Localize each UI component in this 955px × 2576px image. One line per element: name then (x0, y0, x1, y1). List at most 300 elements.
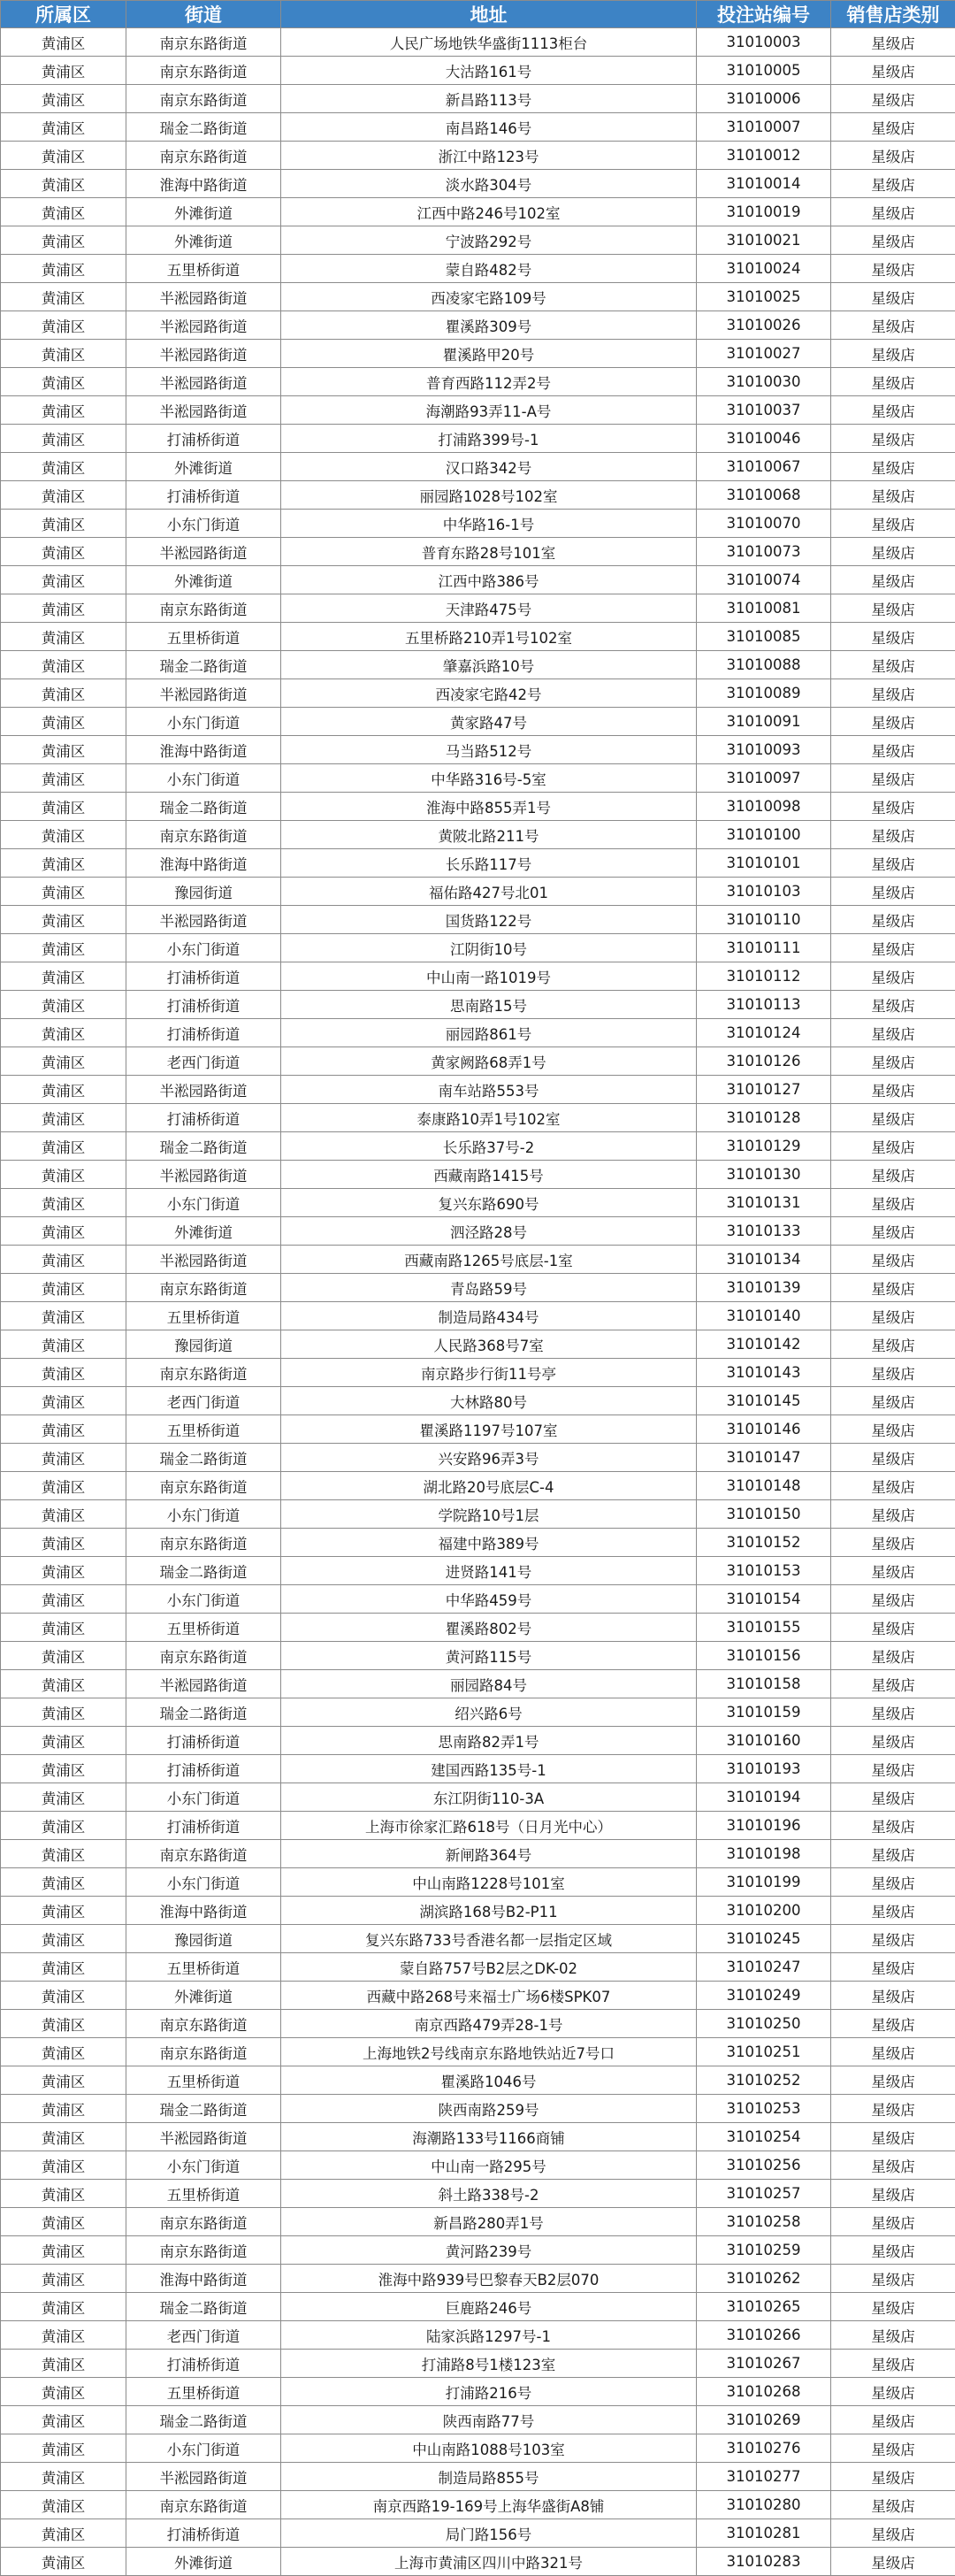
cell-store-type: 星级店 (831, 651, 955, 679)
cell-address: 湖北路20号底层C-4 (281, 1472, 697, 1500)
cell-district: 黄浦区 (1, 1444, 126, 1472)
cell-district: 黄浦区 (1, 1897, 126, 1925)
cell-station-id: 31010124 (697, 1019, 831, 1047)
cell-street: 老西门街道 (126, 1387, 281, 1415)
cell-address: 泰康路10弄1号102室 (281, 1104, 697, 1132)
cell-station-id: 31010074 (697, 566, 831, 594)
cell-address: 巨鹿路246号 (281, 2293, 697, 2321)
table-row (1, 2236, 955, 2265)
table-row (1, 2406, 955, 2434)
cell-address: 黄河路239号 (281, 2236, 697, 2265)
cell-station-id: 31010258 (697, 2208, 831, 2236)
cell-station-id: 31010148 (697, 1472, 831, 1500)
cell-street: 外滩街道 (126, 453, 281, 481)
cell-address: 淡水路304号 (281, 170, 697, 198)
cell-address: 打浦路8号1楼123室 (281, 2350, 697, 2378)
cell-station-id: 31010081 (697, 594, 831, 623)
cell-station-id: 31010146 (697, 1415, 831, 1444)
cell-address: 瞿溪路309号 (281, 311, 697, 340)
cell-district: 黄浦区 (1, 1698, 126, 1727)
cell-station-id: 31010088 (697, 651, 831, 679)
cell-street: 老西门街道 (126, 1047, 281, 1076)
cell-station-id: 31010143 (697, 1359, 831, 1387)
cell-store-type: 星级店 (831, 1557, 955, 1585)
cell-street: 外滩街道 (126, 226, 281, 255)
cell-district: 黄浦区 (1, 878, 126, 906)
table-row (1, 1217, 955, 1246)
cell-street: 老西门街道 (126, 2321, 281, 2350)
cell-district: 黄浦区 (1, 2463, 126, 2491)
cell-street: 五里桥街道 (126, 2378, 281, 2406)
cell-street: 半淞园路街道 (126, 1670, 281, 1698)
cell-district: 黄浦区 (1, 2491, 126, 2519)
cell-street: 淮海中路街道 (126, 736, 281, 764)
cell-station-id: 31010037 (697, 396, 831, 425)
cell-station-id: 31010126 (697, 1047, 831, 1076)
cell-district: 黄浦区 (1, 340, 126, 368)
table-row (1, 1868, 955, 1897)
cell-district: 黄浦区 (1, 2066, 126, 2095)
cell-street: 南京东路街道 (126, 57, 281, 85)
cell-street: 南京东路街道 (126, 2208, 281, 2236)
cell-address: 大林路80号 (281, 1387, 697, 1415)
table-row (1, 1953, 955, 1982)
cell-district: 黄浦区 (1, 57, 126, 85)
cell-district: 黄浦区 (1, 1161, 126, 1189)
cell-address: 淮海中路855弄1号 (281, 793, 697, 821)
cell-address: 学院路10号1层 (281, 1500, 697, 1529)
table-row (1, 1783, 955, 1812)
cell-address: 新闸路364号 (281, 1840, 697, 1868)
cell-station-id: 31010283 (697, 2548, 831, 2576)
cell-district: 黄浦区 (1, 1812, 126, 1840)
cell-street: 南京东路街道 (126, 28, 281, 57)
cell-store-type: 星级店 (831, 1019, 955, 1047)
cell-district: 黄浦区 (1, 906, 126, 934)
cell-street: 瑞金二路街道 (126, 2406, 281, 2434)
cell-district: 黄浦区 (1, 2038, 126, 2066)
cell-address: 黄家阙路68弄1号 (281, 1047, 697, 1076)
cell-district: 黄浦区 (1, 113, 126, 142)
table-row (1, 1840, 955, 1868)
table-row (1, 2066, 955, 2095)
cell-address: 中华路459号 (281, 1585, 697, 1614)
cell-district: 黄浦区 (1, 651, 126, 679)
table-row (1, 481, 955, 510)
cell-address: 陕西南路77号 (281, 2406, 697, 2434)
cell-street: 南京东路街道 (126, 1359, 281, 1387)
table-row (1, 170, 955, 198)
table-row (1, 2151, 955, 2180)
cell-address: 蒙自路757号B2层之DK-02 (281, 1953, 697, 1982)
table-row (1, 1642, 955, 1670)
cell-store-type: 星级店 (831, 1076, 955, 1104)
cell-street: 淮海中路街道 (126, 2265, 281, 2293)
cell-district: 黄浦区 (1, 1387, 126, 1415)
cell-station-id: 31010268 (697, 2378, 831, 2406)
cell-district: 黄浦区 (1, 793, 126, 821)
cell-store-type: 星级店 (831, 283, 955, 311)
cell-district: 黄浦区 (1, 1415, 126, 1444)
cell-street: 打浦桥街道 (126, 1019, 281, 1047)
cell-street: 淮海中路街道 (126, 849, 281, 878)
cell-street: 南京东路街道 (126, 1274, 281, 1302)
cell-store-type: 星级店 (831, 2265, 955, 2293)
cell-street: 半淞园路街道 (126, 2463, 281, 2491)
cell-station-id: 31010145 (697, 1387, 831, 1415)
table-row (1, 1925, 955, 1953)
cell-address: 陕西南路259号 (281, 2095, 697, 2123)
table-row (1, 1076, 955, 1104)
cell-station-id: 31010005 (697, 57, 831, 85)
cell-address: 丽园路861号 (281, 1019, 697, 1047)
cell-store-type: 星级店 (831, 2406, 955, 2434)
table-row (1, 1982, 955, 2010)
cell-district: 黄浦区 (1, 283, 126, 311)
cell-district: 黄浦区 (1, 1925, 126, 1953)
cell-street: 南京东路街道 (126, 2236, 281, 2265)
cell-street: 半淞园路街道 (126, 679, 281, 708)
cell-store-type: 星级店 (831, 1812, 955, 1840)
cell-street: 淮海中路街道 (126, 1897, 281, 1925)
table-row (1, 1585, 955, 1614)
cell-street: 小东门街道 (126, 1585, 281, 1614)
cell-district: 黄浦区 (1, 1019, 126, 1047)
cell-station-id: 31010085 (697, 623, 831, 651)
cell-street: 打浦桥街道 (126, 1104, 281, 1132)
cell-district: 黄浦区 (1, 538, 126, 566)
cell-store-type: 星级店 (831, 934, 955, 962)
cell-district: 黄浦区 (1, 1755, 126, 1783)
cell-station-id: 31010142 (697, 1330, 831, 1359)
cell-store-type: 星级店 (831, 2151, 955, 2180)
cell-store-type: 星级店 (831, 142, 955, 170)
table-row (1, 1246, 955, 1274)
cell-street: 瑞金二路街道 (126, 1557, 281, 1585)
cell-store-type: 星级店 (831, 2548, 955, 2576)
cell-station-id: 31010256 (697, 2151, 831, 2180)
cell-station-id: 31010130 (697, 1161, 831, 1189)
cell-district: 黄浦区 (1, 481, 126, 510)
cell-district: 黄浦区 (1, 2151, 126, 2180)
cell-street: 五里桥街道 (126, 1302, 281, 1330)
cell-station-id: 31010262 (697, 2265, 831, 2293)
table-row (1, 821, 955, 849)
cell-store-type: 星级店 (831, 2491, 955, 2519)
cell-address: 中华路316号-5室 (281, 764, 697, 793)
cell-district: 黄浦区 (1, 1953, 126, 1982)
table-row (1, 1444, 955, 1472)
cell-store-type: 星级店 (831, 2434, 955, 2463)
cell-store-type: 星级店 (831, 594, 955, 623)
cell-street: 南京东路街道 (126, 1840, 281, 1868)
cell-store-type: 星级店 (831, 679, 955, 708)
cell-street: 南京东路街道 (126, 594, 281, 623)
table-body (1, 28, 955, 2576)
cell-street: 半淞园路街道 (126, 1246, 281, 1274)
cell-district: 黄浦区 (1, 1614, 126, 1642)
cell-street: 打浦桥街道 (126, 1755, 281, 1783)
cell-store-type: 星级店 (831, 2066, 955, 2095)
table-row (1, 1415, 955, 1444)
table-row (1, 1614, 955, 1642)
cell-address: 江西中路386号 (281, 566, 697, 594)
cell-station-id: 31010003 (697, 28, 831, 57)
header-street: 街道 (126, 1, 281, 28)
cell-address: 人民路368号7室 (281, 1330, 697, 1359)
cell-store-type: 星级店 (831, 1189, 955, 1217)
header-store-type: 销售店类别 (831, 1, 955, 28)
cell-store-type: 星级店 (831, 57, 955, 85)
cell-street: 小东门街道 (126, 1868, 281, 1897)
cell-store-type: 星级店 (831, 1217, 955, 1246)
cell-address: 西凌家宅路42号 (281, 679, 697, 708)
cell-district: 黄浦区 (1, 1047, 126, 1076)
cell-store-type: 星级店 (831, 736, 955, 764)
cell-store-type: 星级店 (831, 1953, 955, 1982)
cell-address: 建国西路135号-1 (281, 1755, 697, 1783)
cell-street: 小东门街道 (126, 2434, 281, 2463)
cell-street: 外滩街道 (126, 1217, 281, 1246)
cell-station-id: 31010073 (697, 538, 831, 566)
cell-address: 长乐路117号 (281, 849, 697, 878)
cell-store-type: 星级店 (831, 566, 955, 594)
cell-station-id: 31010133 (697, 1217, 831, 1246)
table-row (1, 708, 955, 736)
cell-street: 半淞园路街道 (126, 1076, 281, 1104)
cell-district: 黄浦区 (1, 1246, 126, 1274)
cell-station-id: 31010113 (697, 991, 831, 1019)
cell-district: 黄浦区 (1, 142, 126, 170)
table-row (1, 1472, 955, 1500)
cell-street: 南京东路街道 (126, 142, 281, 170)
cell-station-id: 31010110 (697, 906, 831, 934)
cell-district: 黄浦区 (1, 368, 126, 396)
cell-district: 黄浦区 (1, 2208, 126, 2236)
cell-address: 江西中路246号102室 (281, 198, 697, 226)
cell-store-type: 星级店 (831, 425, 955, 453)
cell-street: 瑞金二路街道 (126, 651, 281, 679)
cell-address: 南昌路146号 (281, 113, 697, 142)
cell-station-id: 31010027 (697, 340, 831, 368)
cell-street: 豫园街道 (126, 878, 281, 906)
cell-address: 西藏南路1265号底层-1室 (281, 1246, 697, 1274)
cell-address: 中山南一路295号 (281, 2151, 697, 2180)
table-row (1, 2321, 955, 2350)
cell-district: 黄浦区 (1, 2548, 126, 2576)
cell-station-id: 31010267 (697, 2350, 831, 2378)
cell-street: 半淞园路街道 (126, 538, 281, 566)
cell-store-type: 星级店 (831, 1585, 955, 1614)
cell-station-id: 31010111 (697, 934, 831, 962)
cell-street: 南京东路街道 (126, 1529, 281, 1557)
cell-address: 思南路82弄1号 (281, 1727, 697, 1755)
cell-store-type: 星级店 (831, 2208, 955, 2236)
cell-address: 普育东路28号101室 (281, 538, 697, 566)
cell-district: 黄浦区 (1, 170, 126, 198)
table-row (1, 283, 955, 311)
cell-district: 黄浦区 (1, 2434, 126, 2463)
table-row (1, 1019, 955, 1047)
table-row (1, 991, 955, 1019)
table-row (1, 2434, 955, 2463)
cell-store-type: 星级店 (831, 510, 955, 538)
cell-address: 长乐路37号-2 (281, 1132, 697, 1161)
cell-street: 打浦桥街道 (126, 962, 281, 991)
table-row (1, 1500, 955, 1529)
cell-store-type: 星级店 (831, 311, 955, 340)
cell-street: 半淞园路街道 (126, 340, 281, 368)
cell-street: 外滩街道 (126, 2548, 281, 2576)
cell-street: 打浦桥街道 (126, 1727, 281, 1755)
cell-address: 中华路16-1号 (281, 510, 697, 538)
cell-store-type: 星级店 (831, 1444, 955, 1472)
table-row (1, 764, 955, 793)
cell-store-type: 星级店 (831, 453, 955, 481)
cell-store-type: 星级店 (831, 2293, 955, 2321)
cell-address: 瞿溪路1046号 (281, 2066, 697, 2095)
table-row (1, 198, 955, 226)
cell-district: 黄浦区 (1, 1840, 126, 1868)
cell-address: 制造局路855号 (281, 2463, 697, 2491)
cell-street: 外滩街道 (126, 566, 281, 594)
cell-station-id: 31010134 (697, 1246, 831, 1274)
cell-district: 黄浦区 (1, 566, 126, 594)
cell-address: 淮海中路939号巴黎春天B2层070 (281, 2265, 697, 2293)
table-row (1, 623, 955, 651)
cell-street: 打浦桥街道 (126, 2350, 281, 2378)
cell-store-type: 星级店 (831, 1925, 955, 1953)
cell-station-id: 31010097 (697, 764, 831, 793)
cell-district: 黄浦区 (1, 1585, 126, 1614)
cell-address: 黄陂北路211号 (281, 821, 697, 849)
cell-store-type: 星级店 (831, 962, 955, 991)
cell-address: 瞿溪路1197号107室 (281, 1415, 697, 1444)
cell-district: 黄浦区 (1, 1076, 126, 1104)
table-row (1, 368, 955, 396)
cell-district: 黄浦区 (1, 2010, 126, 2038)
cell-address: 兴安路96弄3号 (281, 1444, 697, 1472)
cell-address: 湖滨路168号B2-P11 (281, 1897, 697, 1925)
cell-district: 黄浦区 (1, 736, 126, 764)
cell-store-type: 星级店 (831, 1359, 955, 1387)
cell-district: 黄浦区 (1, 1104, 126, 1132)
cell-store-type: 星级店 (831, 1500, 955, 1529)
cell-store-type: 星级店 (831, 28, 955, 57)
table-row (1, 878, 955, 906)
cell-address: 蒙自路482号 (281, 255, 697, 283)
table-row (1, 849, 955, 878)
table-row (1, 538, 955, 566)
cell-station-id: 31010154 (697, 1585, 831, 1614)
cell-station-id: 31010152 (697, 1529, 831, 1557)
cell-store-type: 星级店 (831, 255, 955, 283)
cell-district: 黄浦区 (1, 1670, 126, 1698)
cell-address: 打浦路216号 (281, 2378, 697, 2406)
cell-street: 小东门街道 (126, 2151, 281, 2180)
cell-address: 马当路512号 (281, 736, 697, 764)
cell-address: 思南路15号 (281, 991, 697, 1019)
cell-station-id: 31010046 (697, 425, 831, 453)
cell-street: 小东门街道 (126, 1783, 281, 1812)
cell-district: 黄浦区 (1, 396, 126, 425)
cell-address: 南京西路479弄28-1号 (281, 2010, 697, 2038)
cell-store-type: 星级店 (831, 481, 955, 510)
cell-district: 黄浦区 (1, 453, 126, 481)
cell-station-id: 31010070 (697, 510, 831, 538)
cell-store-type: 星级店 (831, 793, 955, 821)
cell-station-id: 31010196 (697, 1812, 831, 1840)
cell-station-id: 31010153 (697, 1557, 831, 1585)
table-row (1, 2463, 955, 2491)
cell-store-type: 星级店 (831, 1104, 955, 1132)
cell-store-type: 星级店 (831, 198, 955, 226)
table-row (1, 2519, 955, 2548)
cell-address: 福佑路427号北01 (281, 878, 697, 906)
cell-street: 瑞金二路街道 (126, 2293, 281, 2321)
cell-store-type: 星级店 (831, 2519, 955, 2548)
cell-district: 黄浦区 (1, 2293, 126, 2321)
cell-street: 外滩街道 (126, 198, 281, 226)
cell-street: 南京东路街道 (126, 2038, 281, 2066)
table-row (1, 1557, 955, 1585)
table-row (1, 1387, 955, 1415)
table-row (1, 2265, 955, 2293)
cell-district: 黄浦区 (1, 1330, 126, 1359)
table-row (1, 2095, 955, 2123)
cell-station-id: 31010155 (697, 1614, 831, 1642)
cell-street: 瑞金二路街道 (126, 2095, 281, 2123)
cell-street: 小东门街道 (126, 1189, 281, 1217)
cell-address: 天津路475号 (281, 594, 697, 623)
cell-station-id: 31010259 (697, 2236, 831, 2265)
table-row (1, 2123, 955, 2151)
table-row (1, 142, 955, 170)
cell-address: 江阴街10号 (281, 934, 697, 962)
cell-address: 南京路步行街11号亭 (281, 1359, 697, 1387)
cell-district: 黄浦区 (1, 1557, 126, 1585)
cell-station-id: 31010245 (697, 1925, 831, 1953)
cell-station-id: 31010281 (697, 2519, 831, 2548)
cell-address: 打浦路399号-1 (281, 425, 697, 453)
cell-store-type: 星级店 (831, 2123, 955, 2151)
cell-district: 黄浦区 (1, 1472, 126, 1500)
cell-store-type: 星级店 (831, 1642, 955, 1670)
cell-district: 黄浦区 (1, 510, 126, 538)
cell-store-type: 星级店 (831, 2236, 955, 2265)
cell-district: 黄浦区 (1, 1868, 126, 1897)
cell-street: 半淞园路街道 (126, 906, 281, 934)
cell-street: 半淞园路街道 (126, 311, 281, 340)
cell-store-type: 星级店 (831, 1387, 955, 1415)
cell-district: 黄浦区 (1, 2095, 126, 2123)
cell-address: 南车站路553号 (281, 1076, 697, 1104)
cell-district: 黄浦区 (1, 255, 126, 283)
cell-store-type: 星级店 (831, 1840, 955, 1868)
cell-address: 陆家浜路1297号-1 (281, 2321, 697, 2350)
cell-street: 南京东路街道 (126, 1642, 281, 1670)
cell-store-type: 星级店 (831, 1982, 955, 2010)
cell-street: 半淞园路街道 (126, 283, 281, 311)
cell-street: 半淞园路街道 (126, 396, 281, 425)
cell-address: 青岛路59号 (281, 1274, 697, 1302)
cell-street: 豫园街道 (126, 1330, 281, 1359)
cell-store-type: 星级店 (831, 1246, 955, 1274)
header-address: 地址 (281, 1, 697, 28)
cell-district: 黄浦区 (1, 2519, 126, 2548)
cell-address: 上海市徐家汇路618号（日月光中心） (281, 1812, 697, 1840)
cell-address: 西藏中路268号来福士广场6楼SPK07 (281, 1982, 697, 2010)
